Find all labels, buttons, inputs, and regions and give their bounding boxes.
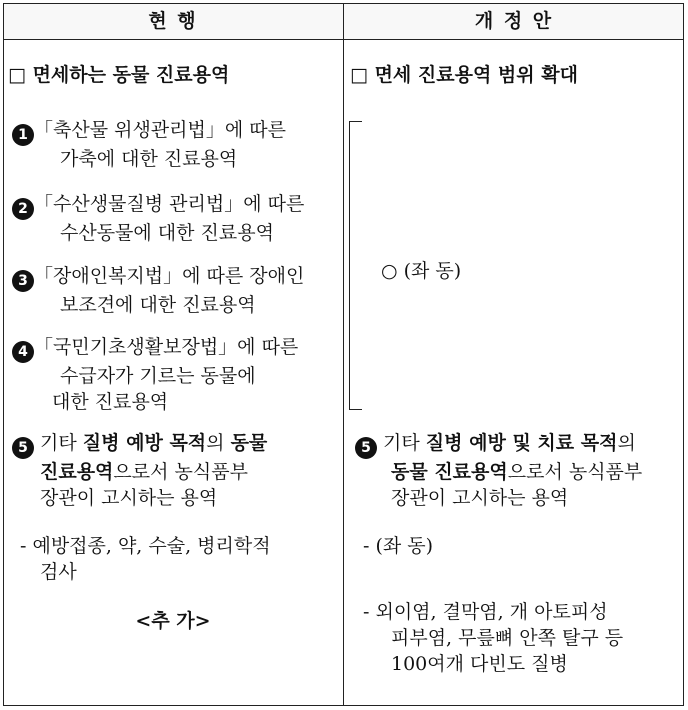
right-item-5-bold: 질병 예방 및 치료 목적 [425,432,618,454]
right-added-line2: 피부염, 무릎뼈 안쪽 탈구 등 [391,627,624,649]
circled-number-5: 5 [12,437,34,459]
left-item-1-line1: 「축산물 위생관리법」에 따른 [34,119,286,141]
circled-number-1: 1 [12,124,34,146]
left-item-5-mid: 의 [206,432,231,454]
same-items-bracket [349,121,362,410]
right-item-5-line2-rest: 으로서 농식품부 [507,461,643,483]
left-item-5-line2-bold: 진료용역 [40,461,114,483]
circled-number-2: 2 [12,198,34,220]
left-item-4-line3: 대한 진료용역 [52,391,169,413]
right-item-5-line2-bold: 동물 진료용역 [391,461,508,483]
left-item-3-line2: 보조견에 대한 진료용역 [60,294,256,316]
header-revised: 개 정 안 [474,10,554,32]
right-added-item [363,599,683,677]
left-item-1 [12,117,342,172]
right-item-5 [355,430,685,511]
left-item-2 [12,191,342,246]
left-item-1-line2: 가축에 대한 진료용역 [60,148,238,170]
left-item-4 [12,334,342,415]
left-sub-item-line2: 검사 [40,561,77,583]
left-item-5-line2-rest: 으로서 농식품부 [113,461,248,483]
left-item-5 [12,430,342,511]
left-item-4-line1: 「국민기초생활보장법」에 따른 [34,336,299,358]
left-item-2-line1: 「수산생물질병 관리법」에 따른 [34,193,305,215]
left-item-3-line1: 「장애인복지법」에 따른 장애인 [34,265,305,287]
right-item-5-pre: 기타 [383,432,426,454]
left-item-2-line2: 수산동물에 대한 진료용역 [60,222,274,244]
column-divider [343,3,344,706]
circled-number-4: 4 [12,341,34,363]
left-item-5-line3: 장관이 고시하는 용역 [40,487,218,509]
right-added-line3: 100여개 다빈도 질병 [391,653,568,675]
right-added-line1: - 외이염, 결막염, 개 아토피성 [363,601,608,623]
left-item-4-line2: 수급자가 기르는 동물에 [60,365,256,387]
circled-number-3: 3 [12,270,34,292]
right-item-5-mid: 의 [617,432,636,454]
right-item-5-line3: 장관이 고시하는 용역 [391,487,569,509]
left-item-3 [12,263,342,318]
left-section-title: □ 면세하는 동물 진료용역 [8,64,230,86]
right-same-items: ○ (좌 동) [381,260,462,282]
left-sub-item [20,533,342,585]
right-sub-item: - (좌 동) [363,535,434,557]
left-sub-item-line1: - 예방접종, 약, 수술, 병리학적 [20,535,271,557]
left-item-5-bold2: 동물 [230,432,268,454]
left-item-5-pre: 기타 [40,432,83,454]
header-current: 현 행 [148,10,198,32]
circled-number-5-right: 5 [355,437,377,459]
left-add-label: <추 가> [135,610,211,632]
right-section-title: □ 면세 진료용역 범위 확대 [350,64,578,86]
left-item-5-bold: 질병 예방 목적 [82,432,207,454]
